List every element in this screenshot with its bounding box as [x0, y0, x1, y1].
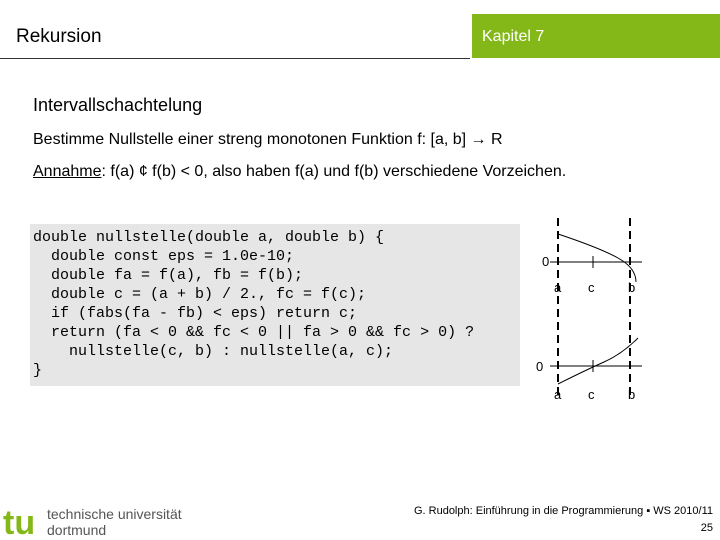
- code-line: }: [33, 362, 43, 379]
- tu-logo-mark: tu: [3, 504, 36, 540]
- task-statement: Bestimme Nullstelle einer streng monotonen Funktion f: [a, b] → R: [33, 131, 503, 148]
- label-c-bottom: c: [588, 387, 595, 402]
- footer-credit: G. Rudolph: Einführung in die Programmierung ▪ WS 2010/11: [413, 505, 713, 517]
- chapter-label: Kapitel 7: [482, 28, 545, 45]
- code-line: double nullstelle(double a, double b) {: [33, 229, 385, 246]
- function-curve-bottom: [558, 338, 638, 384]
- zero-label-top: 0: [542, 254, 550, 269]
- logo-university-name: technische universität: [47, 506, 182, 522]
- code-line: nullstelle(c, b) : nullstelle(a, c);: [33, 343, 394, 360]
- code-block: [30, 224, 520, 386]
- code-line: return (fa < 0 && fc < 0 || fa > 0 && fc > 0) ?: [33, 324, 475, 341]
- bisection-diagram: [520, 210, 720, 410]
- header-bar: [0, 14, 470, 59]
- page-number: 25: [700, 522, 713, 534]
- zero-label-bottom: 0: [536, 359, 544, 374]
- tu-dortmund-logo: [0, 500, 200, 540]
- assumption-label: Annahme: [33, 163, 102, 180]
- label-a-bottom: a: [554, 387, 562, 402]
- label-b-top: b: [628, 280, 636, 295]
- code-line: double c = (a + b) / 2., fc = f(c);: [33, 286, 367, 303]
- header-title: Rekursion: [16, 26, 102, 47]
- code-line: double const eps = 1.0e-10;: [33, 248, 295, 265]
- logo-city-name: dortmund: [47, 522, 107, 538]
- chapter-tab: [472, 14, 720, 58]
- label-a-top: a: [554, 280, 562, 295]
- code-line: if (fabs(fa - fb) < eps) return c;: [33, 305, 358, 322]
- section-title: Intervallschachtelung: [33, 95, 203, 115]
- label-b-bottom: b: [628, 387, 636, 402]
- code-line: double fa = f(a), fb = f(b);: [33, 267, 304, 284]
- function-curve-top: [558, 234, 636, 282]
- assumption-line: [33, 163, 566, 181]
- assumption-text: : f(a) ¢ f(b) < 0, also haben f(a) und f(b) verschiedene Vorzeichen.: [101, 163, 567, 180]
- label-c-top: c: [588, 280, 595, 295]
